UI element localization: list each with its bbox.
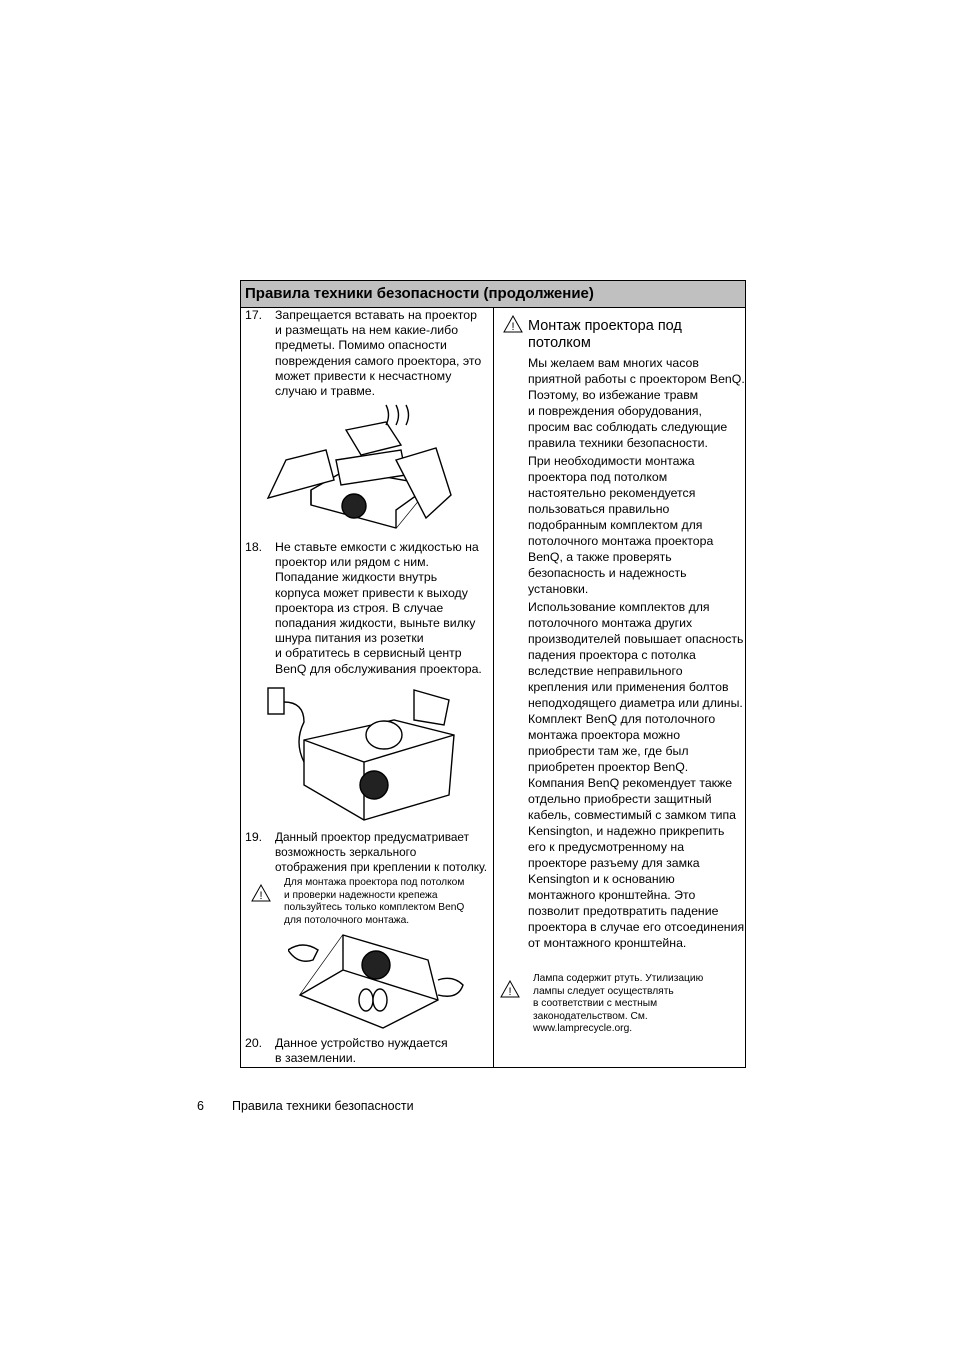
- item-number: 17.: [245, 308, 263, 322]
- item-text: Данный проектор предусматривает возможность зеркального отображения при креплении к потолку.: [275, 830, 488, 875]
- svg-text:!: !: [259, 890, 263, 902]
- item-text: Не ставьте емкости с жидкостью на проектор или рядом с ним. Попадание жидкости внутрь корпуса может привести к выходу проектора из строя. В случае попадания жидкости, выньте вилку шнура питания из розетки и обратитесь в сервисный центр BenQ для обслуживания проектора.: [275, 540, 482, 676]
- footer-section-title: Правила техники безопасности: [232, 1099, 414, 1113]
- item-text: Запрещается вставать на проектор и размещать на нем какие-либо предметы. Помимо опасности повреждения самого проектора, это может привести к несчастному случаю и травме.: [275, 308, 482, 399]
- mercury-lamp-note: Лампа содержит ртуть. Утилизацию лампы следует осуществлять в соответствии с местным законодательством. См. www.lamprecycle.org.: [533, 973, 704, 1035]
- column-divider: [493, 308, 494, 1067]
- item-number: 18.: [245, 540, 263, 554]
- item-number: 20.: [245, 1036, 263, 1050]
- section-heading: Монтаж проектора под потолком: [528, 318, 682, 351]
- warning-icon: [251, 884, 271, 902]
- warning-icon: [503, 315, 523, 333]
- paragraph: Использование комплектов для потолочного монтажа других производителей повышает опасность падения проектора с потолка вследствие неправильного крепления или применения болтов неподходящего диаметра или длины. Комплект BenQ для потолочного монтажа проектора можно приобрести там же, где был приобретен проектор BenQ. Компания BenQ рекомендует также отдельно приобрести защитный кабель, совместимый с замком типа Kensington, и надежно прикрепить его к предусмотренному на проекторе разъему для замка Kensington и к основанию монтажного кронштейна. Это позволит предотвратить падение проектора в случае его отсоединения от монтажного кронштейна.: [528, 600, 745, 950]
- paragraph: При необходимости монтажа проектора под потолком настоятельно рекомендуется пользоваться правильно подобранным комплектом для потолочного монтажа проектора BenQ, а также проверять безопасность и надежность установки.: [528, 454, 714, 596]
- projector-stacked-objects-illustration: [266, 400, 466, 532]
- projector-liquid-spill-illustration: [264, 680, 474, 830]
- ceiling-mount-note: Для монтажа проектора под потолком и проверки надежности крепежа пользуйтесь только комплектом BenQ для потолочного монтажа.: [284, 877, 465, 926]
- item-text: Данное устройство нуждается в заземлении.: [275, 1036, 448, 1066]
- svg-text:!: !: [508, 986, 512, 998]
- projector-falling-illustration: [288, 930, 473, 1030]
- paragraph: Мы желаем вам многих часов приятной работы с проектором BenQ. Поэтому, во избежание травм и повреждения оборудования, просим вас соблюдать следующие правила техники безопасности.: [528, 356, 745, 450]
- page-number: 6: [197, 1099, 204, 1113]
- item-number: 19.: [245, 830, 263, 844]
- warning-icon: [500, 980, 520, 998]
- table-title: Правила техники безопасности (продолжение): [245, 285, 594, 302]
- table-header: [241, 281, 745, 308]
- svg-text:!: !: [511, 321, 515, 333]
